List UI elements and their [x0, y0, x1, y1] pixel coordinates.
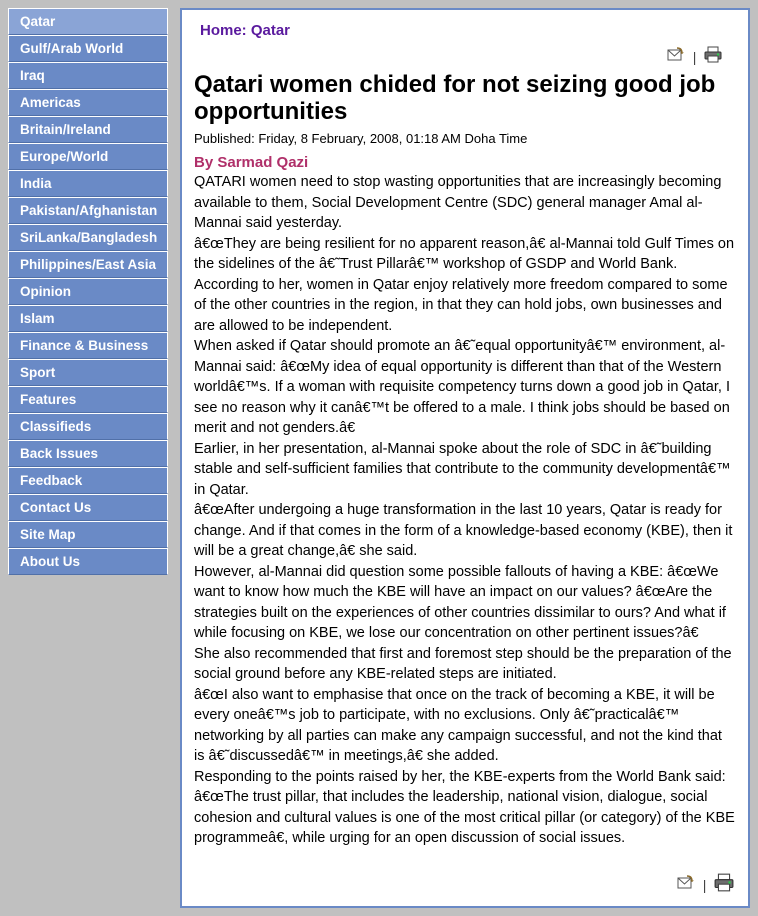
sidebar-item-site-map[interactable] — [8, 521, 168, 548]
sidebar-item-label: Pakistan/Afghanistan — [20, 203, 158, 218]
print-article-icon[interactable] — [714, 873, 734, 901]
sidebar-item-label: Site Map — [20, 527, 76, 542]
sidebar-item-label: Gulf/Arab World — [20, 41, 124, 56]
sidebar-item-back-issues[interactable] — [8, 440, 168, 467]
print-article-icon[interactable] — [704, 46, 722, 71]
sidebar-item-opinion[interactable] — [8, 278, 168, 305]
article-paragraph: According to her, women in Qatar enjoy relatively more freedom compared to some of the other countries in the region, in that they can hold jobs, own businesses and are allowed to be independent. — [194, 276, 728, 334]
sidebar-item-label: Qatar — [20, 14, 56, 29]
article-paragraph: However, al-Mannai did question some possible fallouts of having a KBE: â€œWe want to know how much the KBE will have an impact on our values? â€œAre the strategies built on the experiences of other countries dissimilar to ours? And what if while focusing on KBE, we lose our concentration on other pertinent issues?â€ — [194, 563, 726, 641]
article-toolbar-top — [194, 45, 736, 69]
article-paragraph: â€œI also want to emphasise that once on the track of becoming a KBE, it will be every oneâ€™s job to participate, with no exclusions. Only â€˜practicalâ€™ networking by all parties can make any campaign successful, and not the kind that is â€˜discussedâ€™ in meetings,â€ she added. — [194, 686, 722, 764]
toolbar-separator: | — [702, 877, 707, 893]
sidebar-item-label: India — [20, 176, 52, 191]
sidebar-item-label: Europe/World — [20, 149, 109, 164]
sidebar-nav — [8, 8, 168, 575]
sidebar-item-label: Britain/Ireland — [20, 122, 111, 137]
sidebar-item-sport[interactable] — [8, 359, 168, 386]
toolbar-separator: | — [692, 49, 697, 65]
sidebar-item-label: Islam — [20, 311, 55, 326]
byline: By Sarmad Qazi — [194, 154, 309, 171]
article-toolbar-bottom — [677, 872, 734, 898]
article-paragraph: â€œAfter undergoing a huge transformation in the last 10 years, Qatar is ready for change. And if that comes in the form of a knowledge-based economy (KBE), then it will be a great change,â€ she said. — [194, 502, 733, 559]
sidebar-item-qatar[interactable] — [8, 8, 168, 35]
article-paragraph: QATARI women need to stop wasting opportunities that are increasingly becoming available to them, Social Development Centre (SDC) general manager Amal al-Mannai said yesterday. — [194, 174, 722, 231]
article-paragraph: Responding to the points raised by her, the KBE-experts from the World Bank said: â€œThe trust pillar, that includes the leadership, national vision, dialogue, social cohesion and cultural values is one of the most critical pillar (or category) of the KBE programmeâ€, while urging for an open discussion of social issues. — [194, 768, 735, 846]
sidebar-item-about-us[interactable] — [8, 548, 168, 575]
article-paragraph: Earlier, in her presentation, al-Mannai spoke about the role of SDC in â€˜building stable and self-sufficient families that contribute to the community developmentâ€™ in Qatar. — [194, 440, 731, 498]
breadcrumb[interactable]: Home: Qatar — [200, 22, 291, 39]
sidebar-item-label: Philippines/East Asia — [20, 257, 157, 272]
sidebar-item-srilanka-bangladesh[interactable] — [8, 224, 168, 251]
article-body — [194, 172, 736, 849]
sidebar-item-label: Sport — [20, 365, 56, 380]
sidebar-item-islam[interactable] — [8, 305, 168, 332]
sidebar-item-label: Classifieds — [20, 419, 92, 434]
page-title: Qatari women chided for not seizing good job opportunities — [194, 71, 716, 125]
sidebar-item-feedback[interactable] — [8, 467, 168, 494]
article-paragraph: She also recommended that first and foremost step should be the preparation of the social ground before any KBE-related steps are initiated. — [194, 645, 732, 682]
sidebar-item-europe-world[interactable] — [8, 143, 168, 170]
sidebar-item-contact-us[interactable] — [8, 494, 168, 521]
sidebar-item-americas[interactable] — [8, 89, 168, 116]
sidebar-item-features[interactable] — [8, 386, 168, 413]
sidebar-item-britain-ireland[interactable] — [8, 116, 168, 143]
sidebar-item-label: About Us — [20, 554, 80, 569]
sidebar-item-label: Contact Us — [20, 500, 92, 515]
sidebar-item-label: Americas — [20, 95, 81, 110]
sidebar-item-label: Iraq — [20, 68, 45, 83]
sidebar-item-india[interactable] — [8, 170, 168, 197]
sidebar-item-label: Opinion — [20, 284, 71, 299]
email-article-icon[interactable] — [677, 874, 695, 900]
sidebar-item-classifieds[interactable] — [8, 413, 168, 440]
article-paragraph: â€œThey are being resilient for no apparent reason,â€ al-Mannai told Gulf Times on the sidelines of the â€˜Trust Pillarâ€™ workshop of GSDP and World Bank. — [194, 235, 735, 272]
article-paragraph: When asked if Qatar should promote an â€˜equal opportunityâ€™ environment, al-Mannai said: â€œMy idea of equal opportunity is different than that of the Western worldâ€™s. If a woman with requisite competency turns down a good job in Qatar, I see no reason why it canâ€™t be offered to a male. I think jobs should be based on merit and not genders.â€ — [194, 338, 730, 436]
publish-date: Published: Friday, 8 February, 2008, 01:18 AM Doha Time — [194, 131, 528, 146]
sidebar-item-label: Feedback — [20, 473, 83, 488]
email-article-icon[interactable] — [667, 47, 685, 71]
article-panel — [180, 8, 750, 908]
sidebar-item-pakistan-afghanistan[interactable] — [8, 197, 168, 224]
sidebar-item-finance-business[interactable] — [8, 332, 168, 359]
sidebar-item-philippines-east-asia[interactable] — [8, 251, 168, 278]
sidebar-item-gulf-arab-world[interactable] — [8, 35, 168, 62]
sidebar-item-label: Back Issues — [20, 446, 99, 461]
sidebar-item-label: SriLanka/Bangladesh — [20, 230, 158, 245]
sidebar-item-iraq[interactable] — [8, 62, 168, 89]
sidebar-item-label: Features — [20, 392, 77, 407]
sidebar-item-label: Finance & Business — [20, 338, 149, 353]
